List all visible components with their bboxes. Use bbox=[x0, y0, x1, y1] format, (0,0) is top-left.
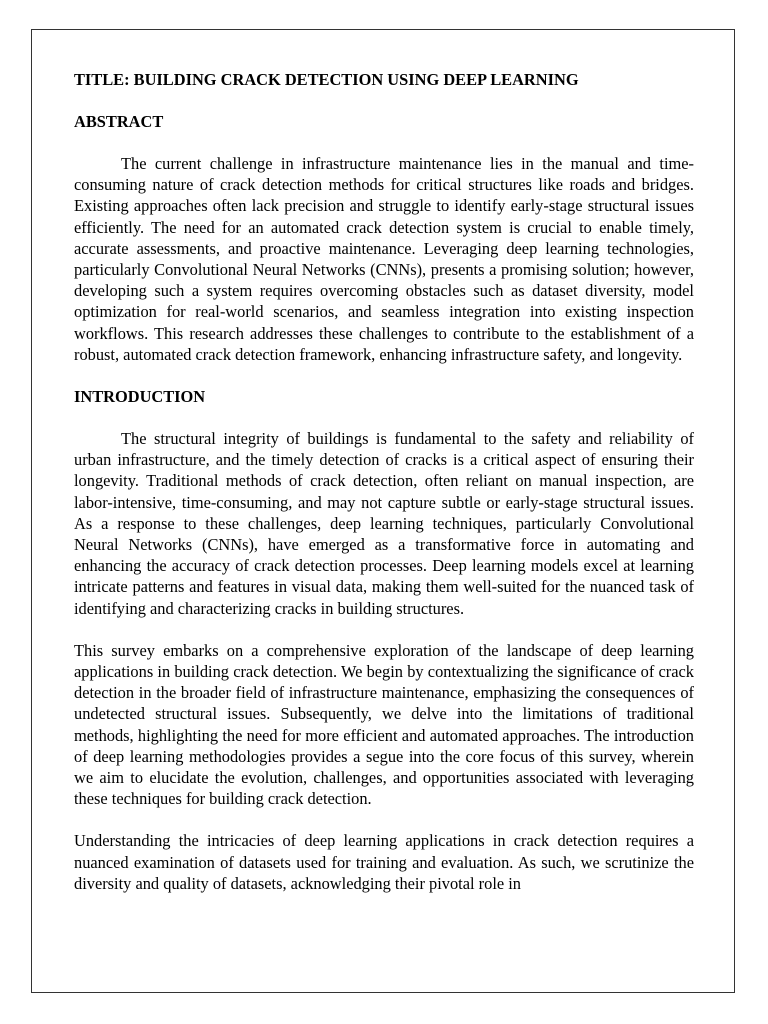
abstract-paragraph: The current challenge in infrastructure maintenance lies in the manual and time-consuming nature of crack detection methods for critical structures like roads and bridges. Existing approaches often lack precision and struggle to identify early-stage structural issues efficiently. The need for an automated crack detection system is crucial to enable timely, accurate assessments, and proactive maintenance. Leveraging deep learning technologies, particularly Convolutional Neural Networks (CNNs), presents a promising solution; however, developing such a system requires overcoming obstacles such as dataset diversity, model optimization for real-world scenarios, and seamless integration into existing inspection workflows. This research addresses these challenges to contribute to the establishment of a robust, automated crack detection framework, enhancing infrastructure safety, and longevity. bbox=[74, 154, 694, 364]
introduction-paragraph-1: The structural integrity of buildings is fundamental to the safety and reliability of urban infrastructure, and the timely detection of cracks is a critical aspect of ensuring their longevity. Traditional methods of crack detection, often reliant on manual inspection, are labor-intensive, time-consuming, and may not capture subtle or early-stage structural issues. As a response to these challenges, deep learning techniques, particularly Convolutional Neural Networks (CNNs), have emerged as a transformative force in automating and enhancing the accuracy of crack detection processes. Deep learning models excel at learning intricate patterns and features in visual data, making them well-suited for the nuanced task of identifying and characterizing cracks in building structures. bbox=[74, 429, 694, 618]
document-title: TITLE: BUILDING CRACK DETECTION USING DEEP LEARNING bbox=[74, 70, 579, 89]
abstract-heading: ABSTRACT bbox=[74, 112, 164, 131]
document-page bbox=[31, 29, 735, 993]
document-content bbox=[74, 69, 694, 894]
introduction-heading: INTRODUCTION bbox=[74, 387, 206, 407]
introduction-paragraph-3: Understanding the intricacies of deep learning applications in crack detection requires a nuanced examination of datasets used for training and evaluation. As such, we scrutinize the diversity and quality of datasets, acknowledging their pivotal role in bbox=[74, 831, 694, 893]
introduction-paragraph-2: This survey embarks on a comprehensive exploration of the landscape of deep learning applications in building crack detection. We begin by contextualizing the significance of crack detection in the broader field of infrastructure maintenance, emphasizing the consequences of undetected structural issues. Subsequently, we delve into the limitations of traditional methods, highlighting the need for more efficient and automated approaches. The introduction of deep learning methodologies provides a segue into the core focus of this survey, wherein we aim to elucidate the evolution, challenges, and opportunities associated with leveraging these techniques for building crack detection. bbox=[74, 640, 694, 809]
